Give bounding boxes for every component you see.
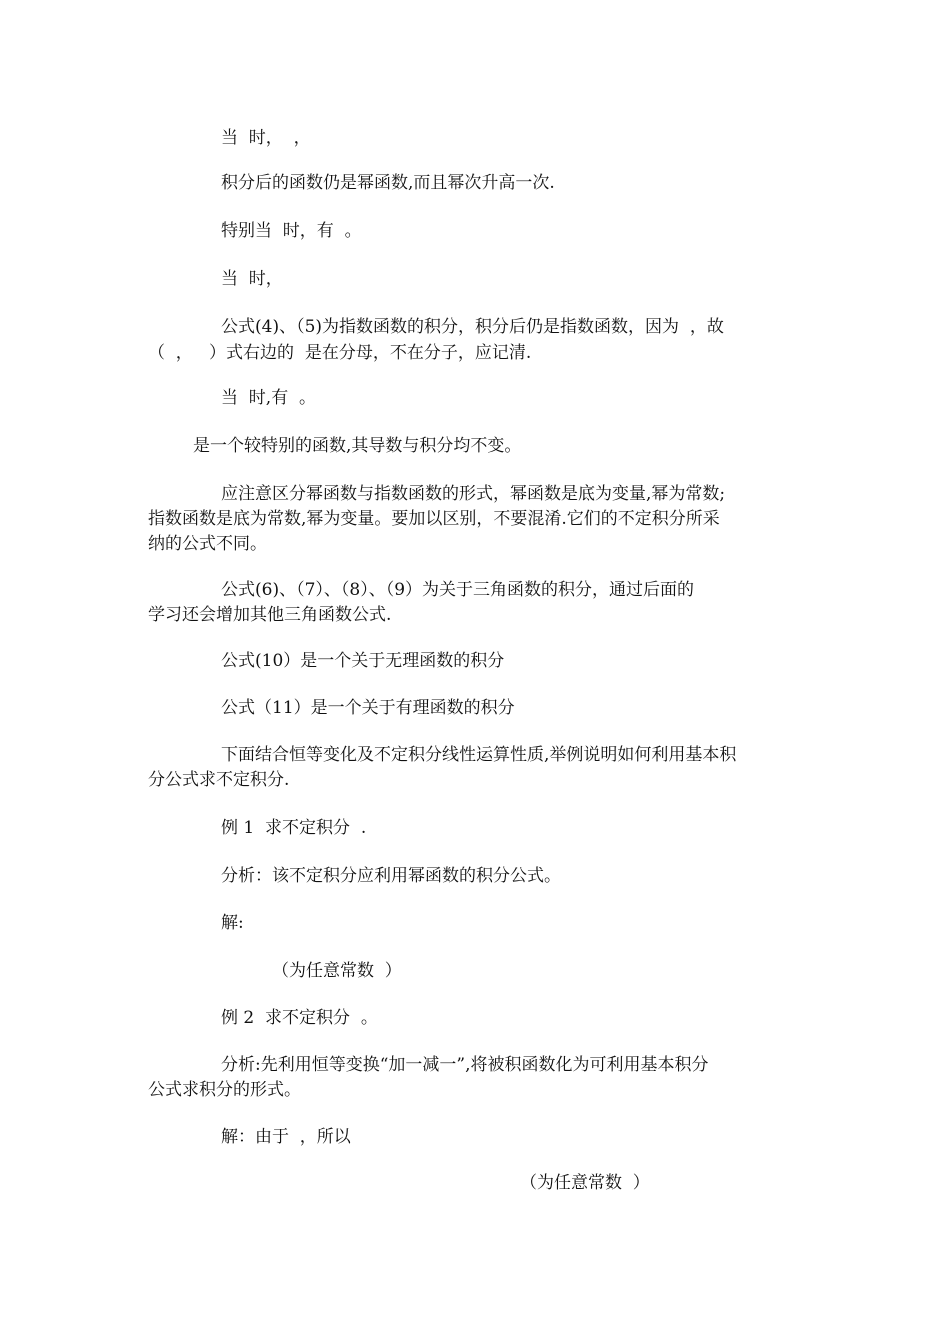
text-line: （为任意常数 ） (272, 961, 402, 981)
text-line: 解：由于 ，所以 (221, 1127, 351, 1147)
text-line: 公式(10）是一个关于无理函数的积分 (221, 651, 505, 671)
text-line: 公式求积分的形式。 (148, 1080, 301, 1100)
text-line: 纳的公式不同。 (148, 534, 267, 554)
text-line: 下面结合恒等变化及不定积分线性运算性质,举例说明如何利用基本积 (221, 745, 737, 765)
text-line: 当 时， ， (221, 128, 311, 148)
text-line: 例 1 求不定积分 . (221, 818, 367, 838)
text-line: 分析:先利用恒等变换“加一减一”,将被积函数化为可利用基本积分 (221, 1055, 709, 1075)
text-line: 公式（11）是一个关于有理函数的积分 (221, 698, 515, 718)
text-line: （ ， ）式右边的 是在分母，不在分子，应记清. (148, 343, 532, 363)
text-line: 学习还会增加其他三角函数公式. (148, 605, 392, 625)
text-line: 应注意区分幂函数与指数函数的形式，幂函数是底为变量,幂为常数; (221, 484, 726, 504)
text-line: 例 2 求不定积分 。 (221, 1008, 378, 1028)
text-line: 分析：该不定积分应利用幂函数的积分公式。 (221, 866, 561, 886)
text-line: 指数函数是底为常数,幂为变量。要加以区别，不要混淆.它们的不定积分所采 (148, 509, 720, 529)
text-line: 公式(6)、（7）、（8）、（9）为关于三角函数的积分，通过后面的 (221, 580, 695, 600)
text-line: 解: (221, 913, 244, 933)
text-line: 特别当 时，有 。 (221, 221, 362, 241)
text-line: 公式(4)、（5)为指数函数的积分，积分后仍是指数函数，因为 ，故 (221, 317, 724, 337)
text-line: 是一个较特别的函数,其导数与积分均不变。 (193, 436, 522, 456)
text-line: （为任意常数 ） (520, 1173, 650, 1193)
text-line: 当 时， (221, 269, 283, 289)
text-line: 当 时,有 。 (221, 388, 317, 408)
text-line: 积分后的函数仍是幂函数,而且幂次升高一次. (221, 173, 555, 193)
text-line: 分公式求不定积分. (148, 770, 290, 790)
